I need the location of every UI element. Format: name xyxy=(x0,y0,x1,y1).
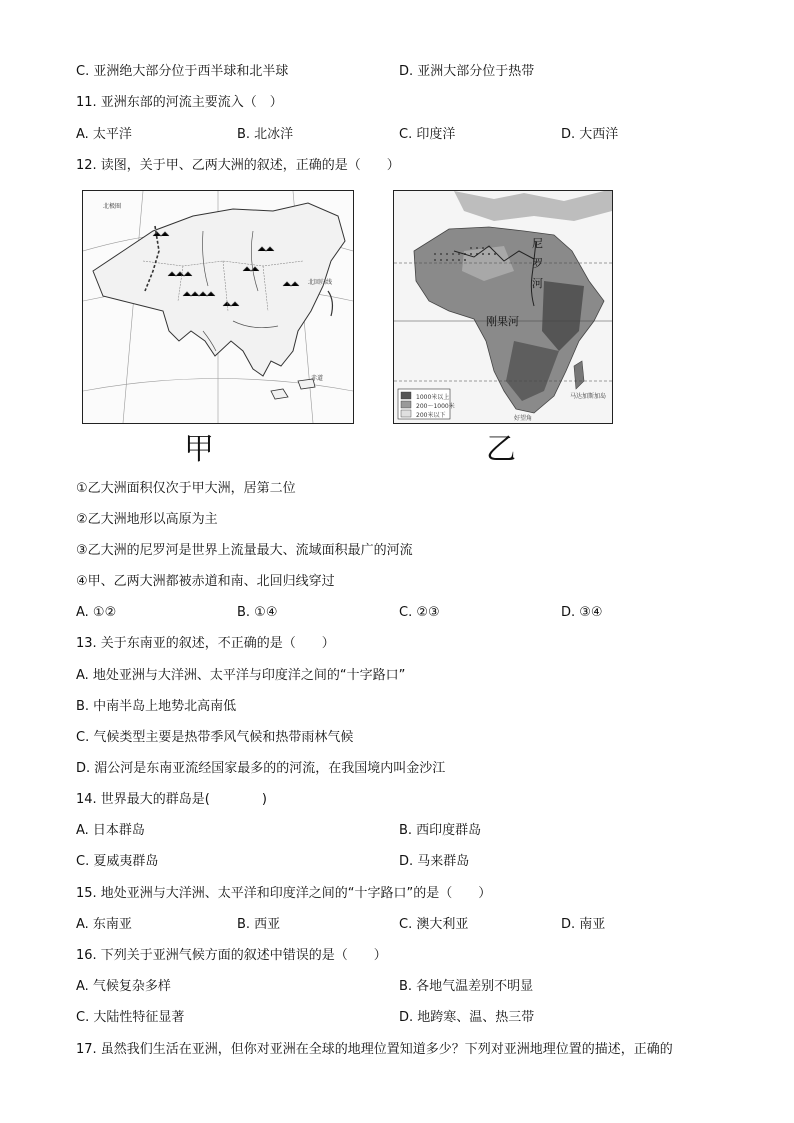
q12-stem: 12. 读图，关于甲、乙两大洲的叙述，正确的是（ ） xyxy=(76,158,400,173)
africa-relief-map xyxy=(393,190,613,424)
q12-statement-2: ②乙大洲地形以高原为主 xyxy=(76,512,218,527)
q12-statement-1: ①乙大洲面积仅次于甲大洲，居第二位 xyxy=(76,481,296,496)
q10-option-c: C. 亚洲绝大部分位于西半球和北半球 xyxy=(76,64,289,79)
q10-option-d: D. 亚洲大部分位于热带 xyxy=(399,64,535,79)
q12-option-a: A. ①② xyxy=(76,605,117,620)
q16-option-c: C. 大陆性特征显著 xyxy=(76,1010,185,1025)
nile-label-3: 河 xyxy=(532,277,543,290)
q12-option-d: D. ③④ xyxy=(561,605,603,620)
q14-stem: 14. 世界最大的群岛是( ) xyxy=(76,792,267,807)
q17-stem: 17. 虽然我们生活在亚洲，但你对亚洲在全球的地理位置知道多少？下列对亚洲地理位置的描述，正确的 xyxy=(76,1042,673,1057)
asia-map-equator-label: 赤道 xyxy=(311,375,324,382)
q14-option-d: D. 马来群岛 xyxy=(399,854,470,869)
map-caption-yi: 乙 xyxy=(486,432,516,467)
q13-option-a: A. 地处亚洲与大洋洲、太平洋与印度洋之间的“十字路口” xyxy=(76,668,406,683)
q16-option-b: B. 各地气温差别不明显 xyxy=(399,979,534,994)
q16-option-a: A. 气候复杂多样 xyxy=(76,979,171,994)
q14-option-a: A. 日本群岛 xyxy=(76,823,145,838)
q12-statement-4: ④甲、乙两大洲都被赤道和南、北回归线穿过 xyxy=(76,574,335,589)
q14-option-c: C. 夏威夷群岛 xyxy=(76,854,159,869)
congo-river-label: 刚果河 xyxy=(486,315,519,328)
q11-option-b: B. 北冰洋 xyxy=(237,127,294,142)
nile-label-1: 尼 xyxy=(532,237,543,250)
q15-option-c: C. 澳大利亚 xyxy=(399,917,469,932)
legend-low: 200米以下 xyxy=(416,412,446,419)
q12-option-c: C. ②③ xyxy=(399,605,440,620)
q16-stem: 16. 下列关于亚洲气候方面的叙述中错误的是（ ） xyxy=(76,948,387,963)
q15-option-d: D. 南亚 xyxy=(561,917,606,932)
q15-option-a: A. 东南亚 xyxy=(76,917,132,932)
q14-option-b: B. 西印度群岛 xyxy=(399,823,482,838)
map-caption-jia: 甲 xyxy=(184,432,214,467)
q15-stem: 15. 地处亚洲与大洋洲、太平洋和印度洋之间的“十字路口”的是（ ） xyxy=(76,886,492,901)
asia-map-tropic-label: 北回归线 xyxy=(308,279,333,286)
africa-map-graphic xyxy=(394,191,612,423)
legend-mid: 200～1000米 xyxy=(416,403,455,410)
q11-option-a: A. 太平洋 xyxy=(76,127,132,142)
legend-high: 1000米以上 xyxy=(416,394,450,401)
madagascar-label: 马达加斯加岛 xyxy=(570,393,607,400)
q15-option-b: B. 西亚 xyxy=(237,917,281,932)
nile-label-2: 罗 xyxy=(532,257,543,270)
asia-outline-map xyxy=(82,190,354,424)
asia-map-graphic xyxy=(83,191,353,423)
q11-stem: 11. 亚洲东部的河流主要流入（ ） xyxy=(76,95,283,110)
q12-statement-3: ③乙大洲的尼罗河是世界上流量最大、流域面积最广的河流 xyxy=(76,543,413,558)
q12-option-b: B. ①④ xyxy=(237,605,278,620)
q13-option-c: C. 气候类型主要是热带季风气候和热带雨林气候 xyxy=(76,730,354,745)
q11-option-d: D. 大西洋 xyxy=(561,127,619,142)
asia-map-latitude-label: 北极圈 xyxy=(103,203,122,210)
q13-option-b: B. 中南半岛上地势北高南低 xyxy=(76,699,237,714)
q13-stem: 13. 关于东南亚的叙述，不正确的是（ ） xyxy=(76,636,335,651)
cape-label: 好望角 xyxy=(514,415,533,422)
q11-option-c: C. 印度洋 xyxy=(399,127,456,142)
q16-option-d: D. 地跨寒、温、热三带 xyxy=(399,1010,535,1025)
q13-option-d: D. 湄公河是东南亚流经国家最多的的河流，在我国境内叫金沙江 xyxy=(76,761,446,776)
